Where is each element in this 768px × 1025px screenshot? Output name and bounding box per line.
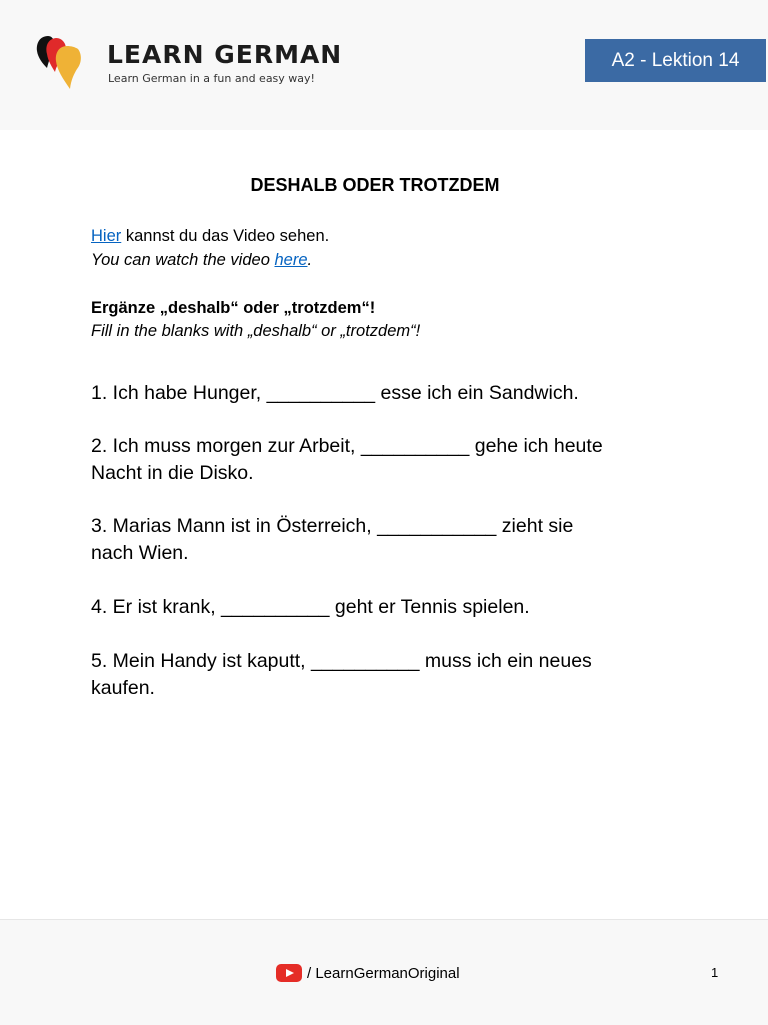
video-line-english <box>91 251 312 270</box>
exercise-line: 3. Marias Mann ist in Österreich, ___________ zieht sie <box>91 515 574 537</box>
video-text-german: kannst du das Video sehen. <box>121 227 330 245</box>
document-title: DESHALB ODER TROTZDEM <box>250 175 500 195</box>
instruction-english: Fill in the blanks with „deshalb“ or „trotzdem“! <box>91 322 421 340</box>
exercise-line: 4. Er ist krank, __________ geht er Tennis spielen. <box>91 596 530 618</box>
exercise-line-continued: Nacht in die Disko. <box>91 462 254 484</box>
youtube-channel-link[interactable] <box>276 964 460 982</box>
video-link-hier[interactable]: Hier <box>91 227 122 245</box>
video-line-german <box>91 227 329 246</box>
exercise-item <box>91 594 530 621</box>
video-text-english: You can watch the video <box>91 251 275 269</box>
exercise-item <box>91 433 603 487</box>
video-text-period: . <box>307 251 313 269</box>
brand-title: LEARN GERMAN <box>107 40 343 69</box>
youtube-icon <box>276 964 302 982</box>
brand-subtitle: Learn German in a fun and easy way! <box>108 72 315 85</box>
instruction-german: Ergänze „deshalb“ oder „trotzdem“! <box>91 299 376 317</box>
page-number: 1 <box>711 965 719 980</box>
page-header <box>0 0 768 130</box>
exercise-item <box>91 380 579 407</box>
youtube-channel-name: / LearnGermanOriginal <box>307 964 460 982</box>
lesson-badge: A2 - Lektion 14 <box>585 39 766 82</box>
exercise-item <box>91 513 573 567</box>
exercise-item <box>91 648 592 702</box>
video-link-here[interactable]: here <box>274 251 308 269</box>
page-footer <box>0 919 768 1025</box>
exercise-line-continued: kaufen. <box>91 677 155 699</box>
speech-bubbles-german-flag-icon <box>36 34 82 90</box>
exercise-line: 1. Ich habe Hunger, __________ esse ich ein Sandwich. <box>91 382 579 404</box>
exercise-line: 5. Mein Handy ist kaputt, __________ muss ich ein neues <box>91 650 592 672</box>
exercise-line-continued: nach Wien. <box>91 542 189 564</box>
exercise-line: 2. Ich muss morgen zur Arbeit, __________ gehe ich heute <box>91 435 603 457</box>
